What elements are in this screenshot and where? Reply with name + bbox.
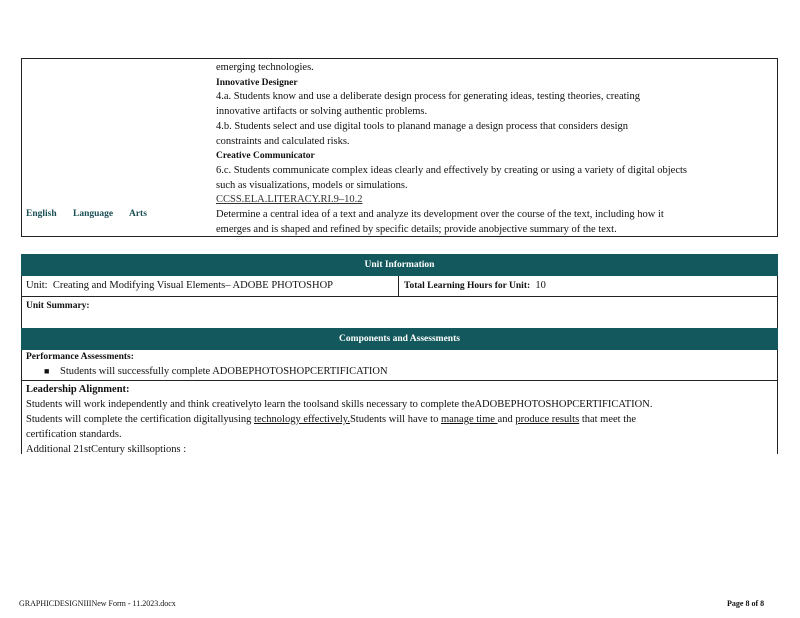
- performance-row: [22, 350, 777, 381]
- components-assessments-band: Components and Assessments: [21, 328, 778, 350]
- footer-page-number: Page 8 of 8: [727, 599, 765, 608]
- leadership-line-3: certification standards.: [26, 429, 122, 440]
- standard-line: 4.b. Students select and use digital tools to planand manage a design process that considers design: [216, 120, 629, 132]
- unit-label: Unit:: [26, 280, 48, 291]
- hours-label: Total Learning Hours for Unit:: [404, 281, 531, 291]
- unit-divider: [398, 276, 399, 297]
- standard-line: emerging technologies.: [216, 62, 314, 73]
- standard-line: Determine a central idea of a text and analyze its development over the course of the text, including how it: [216, 209, 664, 221]
- hours-value: 10: [535, 280, 546, 291]
- standard-line: such as visualizations, models or simulations.: [216, 179, 408, 191]
- components-box: [21, 350, 778, 454]
- standards-left-column: [22, 59, 212, 236]
- unit-hours: [404, 280, 546, 291]
- leadership-line-1: Students will work independently and think creativelyto learn the toolsand skills necessary to complete theADOBEPHOTOSHOPCERTIFICATION.: [26, 399, 653, 410]
- unit-title: [26, 280, 333, 291]
- unit-information-box: [21, 276, 778, 328]
- unit-row: [22, 276, 777, 297]
- performance-item: [44, 366, 388, 377]
- ela-label: English Language Arts: [26, 209, 147, 219]
- bullet-icon: ■: [44, 366, 50, 376]
- standard-line: emerges and is shaped and refined by specific details; provide anobjective summary of the text.: [216, 223, 617, 235]
- leadership-line-2: [26, 412, 766, 427]
- lead-text-a: Students will complete the certification digitallyusing: [26, 414, 255, 425]
- unit-name: Creating and Modifying Visual Elements– ADOBE PHOTOSHOP: [52, 280, 333, 291]
- ccss-code: CCSS.ELA.LITERACY.RI.9–10.2: [216, 194, 363, 206]
- unit-summary-label: Unit Summary:: [26, 301, 90, 311]
- performance-text: Students will successfully complete ADOBEPHOTOSHOPCERTIFICATION: [60, 366, 388, 377]
- standard-line: 6.c. Students communicate complex ideas clearly and effectively by creating or using a variety of digital objects: [216, 164, 687, 176]
- leadership-section: [26, 382, 766, 457]
- performance-label: Performance Assessments:: [26, 352, 134, 362]
- standards-text: [216, 61, 761, 237]
- lead-text-c: and: [497, 414, 516, 425]
- standard-line: 4.a. Students know and use a deliberate design process for generating ideas, testing theories, creating: [216, 91, 640, 103]
- lead-underline-technology: technology effectively.: [254, 414, 350, 425]
- lead-text-b: Students will have to: [349, 414, 441, 425]
- standard-line: constraints and calculated risks.: [216, 135, 350, 147]
- unit-information-band: Unit Information: [21, 254, 778, 276]
- standard-heading: Creative Communicator: [216, 151, 315, 162]
- standard-heading: Innovative Designer: [216, 77, 298, 88]
- lead-underline-produce-results: produce results: [515, 414, 580, 425]
- standard-line: innovative artifacts or solving authentic problems.: [216, 106, 428, 118]
- standards-table: [21, 58, 778, 237]
- leadership-label: Leadership Alignment:: [26, 384, 130, 395]
- leadership-line-4: Additional 21stCentury skillsoptions :: [26, 444, 187, 455]
- footer-filename: GRAPHICDESIGNIIINew Form - 11.2023.docx: [19, 599, 176, 608]
- lead-underline-manage-time: manage time: [440, 414, 498, 425]
- lead-text-d: that meet the: [579, 414, 637, 425]
